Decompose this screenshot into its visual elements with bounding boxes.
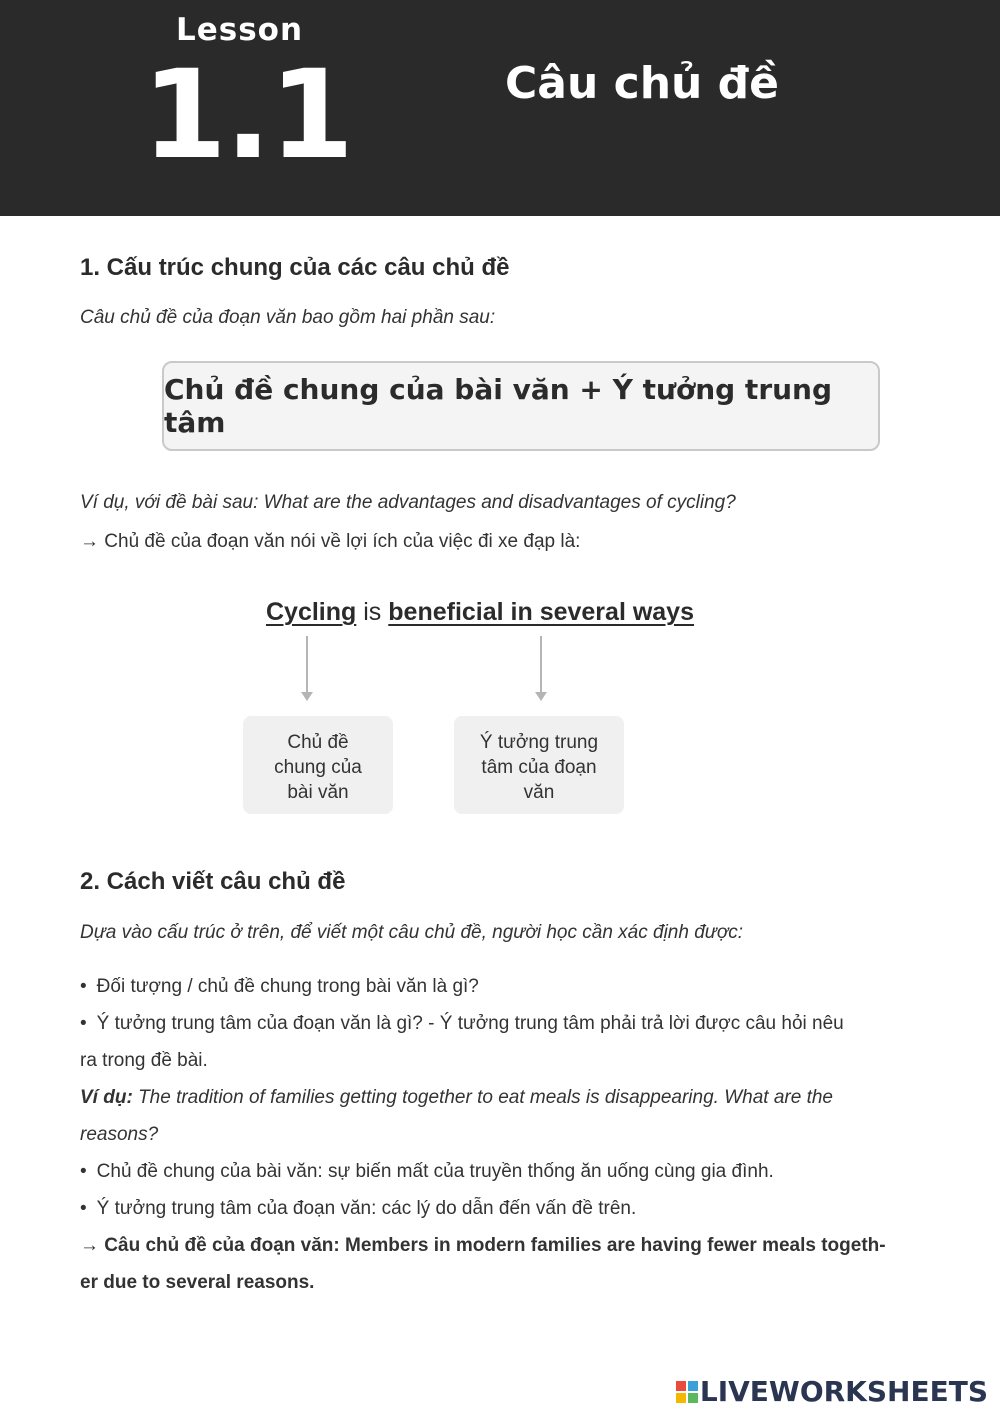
sentence-idea: beneficial in several ways bbox=[388, 598, 694, 626]
box-left-line1: Chủ đề bbox=[287, 732, 349, 753]
lesson-number: 1.1 bbox=[142, 44, 353, 186]
arrow-right-line bbox=[540, 636, 542, 692]
section2-body bbox=[80, 968, 972, 1301]
arrow-left-head bbox=[301, 692, 313, 701]
conclusion-line-cont: er due to several reasons. bbox=[80, 1272, 315, 1293]
box-right-line2: tâm của đoạn bbox=[481, 757, 597, 778]
conclusion-line: → Câu chủ đề của đoạn văn: Members in modern families are having fewer meals togeth- bbox=[80, 1235, 886, 1256]
bullet-general-topic: • Đối tượng / chủ đề chung trong bài văn là gì? bbox=[80, 968, 972, 1005]
bullet-example-idea: • Ý tưởng trung tâm của đoạn văn: các lý do dẫn đến vấn đề trên. bbox=[80, 1190, 972, 1227]
lesson-label: Lesson bbox=[176, 12, 304, 48]
bullet-example-topic: • Chủ đề chung của bài văn: sự biến mất của truyền thống ăn uống cùng gia đình. bbox=[80, 1153, 972, 1190]
box-left-line2: chung của bbox=[274, 757, 362, 778]
section2-heading: 2. Cách viết câu chủ đề bbox=[80, 868, 346, 895]
section1-intro: Câu chủ đề của đoạn văn bao gồm hai phần sau: bbox=[80, 307, 496, 328]
arrow-left-line bbox=[306, 636, 308, 692]
liveworksheets-logo bbox=[676, 1375, 988, 1408]
lesson-header bbox=[0, 0, 1000, 216]
arrow-right-head bbox=[535, 692, 547, 701]
example-label: Ví dụ: bbox=[80, 1087, 133, 1108]
bullet-central-idea: • Ý tưởng trung tâm của đoạn văn là gì? - Ý tưởng trung tâm phải trả lời được câu hỏi nêu bbox=[80, 1005, 972, 1042]
box-right-line1: Ý tưởng trung bbox=[479, 732, 599, 753]
box-central-idea bbox=[454, 716, 624, 814]
sentence-verb: is bbox=[363, 598, 382, 626]
box-right-line3: văn bbox=[523, 782, 555, 803]
logo-text: LIVEWORKSHEETS bbox=[699, 1375, 988, 1408]
sentence-subject: Cycling bbox=[266, 598, 357, 626]
lesson-title: Câu chủ đề bbox=[505, 58, 780, 109]
section2-intro: Dựa vào cấu trúc ở trên, để viết một câu chủ đề, người học cần xác định được: bbox=[80, 922, 744, 943]
example-arrow-line: → Chủ đề của đoạn văn nói về lợi ích của việc đi xe đạp là: bbox=[80, 531, 581, 552]
example-sentence bbox=[266, 598, 694, 627]
example-text: The tradition of families getting together to eat meals is disappearing. What are the bbox=[138, 1087, 834, 1108]
bullet-central-idea-cont: ra trong đề bài. bbox=[80, 1050, 208, 1071]
box-general-topic bbox=[243, 716, 393, 814]
example-text-cont: reasons? bbox=[80, 1124, 159, 1145]
example-question: Ví dụ, với đề bài sau: What are the advantages and disadvantages of cycling? bbox=[80, 492, 736, 513]
box-left-line3: bài văn bbox=[287, 782, 349, 803]
formula-text: Chủ đề chung của bài văn + Ý tưởng trung tâm bbox=[164, 373, 833, 439]
example-paragraph bbox=[80, 1079, 972, 1116]
liveworksheets-logo-icon bbox=[676, 1381, 698, 1403]
formula-box bbox=[162, 361, 880, 451]
section1-heading: 1. Cấu trúc chung của các câu chủ đề bbox=[80, 254, 510, 281]
